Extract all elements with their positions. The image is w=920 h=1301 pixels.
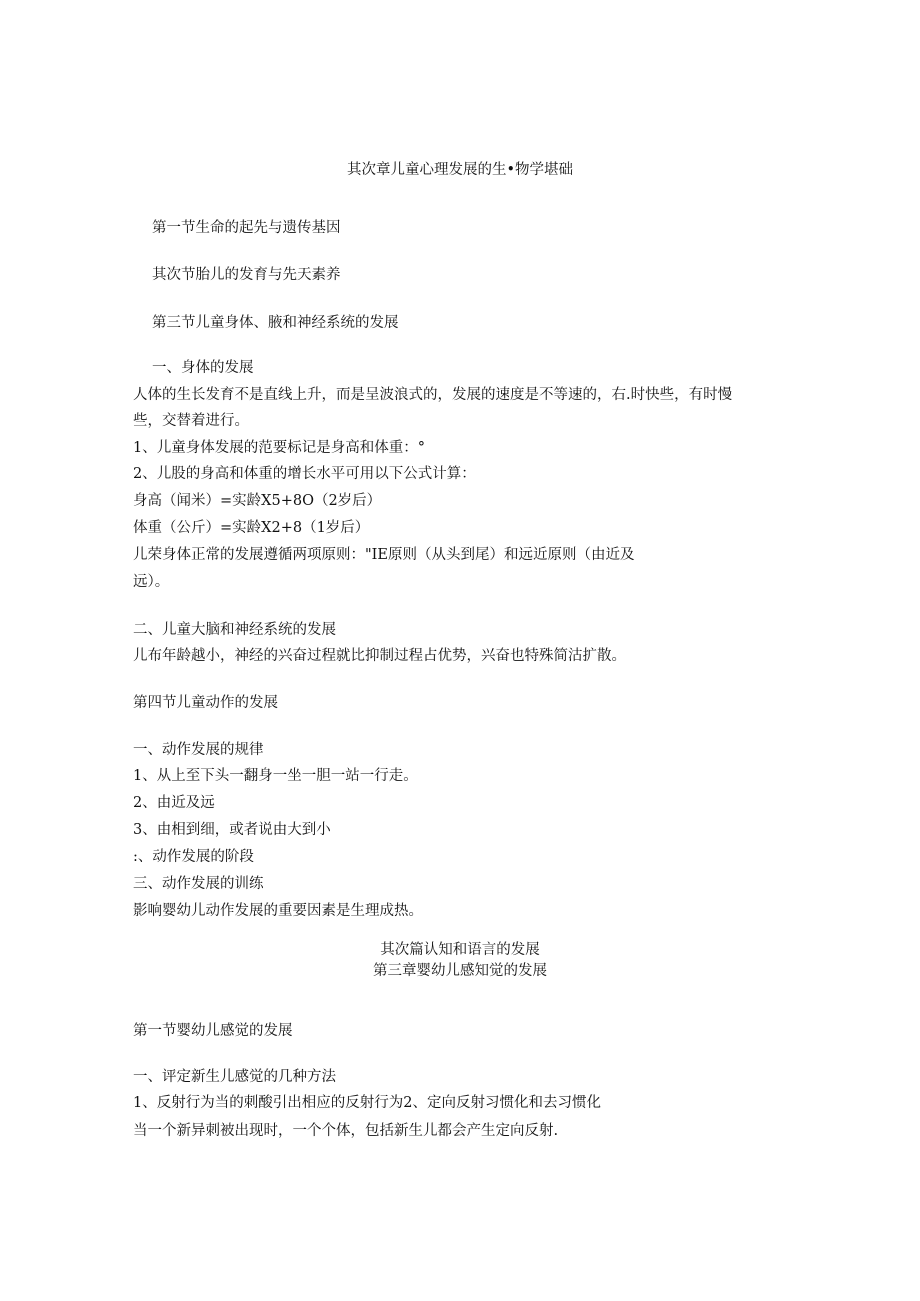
paragraph-line: 儿荣身体正常的发展遵循两项原则："IE原则（从头到尾）和远近原则（由近及 — [133, 547, 635, 563]
subsection-heading: 一、评定新生儿感觉的几种方法 — [133, 1069, 336, 1085]
list-item: 1、儿童身体发展的范要标记是身高和体重：° — [133, 440, 425, 456]
list-item: 2、儿股的身高和体重的增长水平可用以下公式计算： — [133, 466, 476, 482]
subsection-heading: :、动作发展的阶段 — [133, 849, 254, 865]
section-heading: 第四节儿童动作的发展 — [133, 695, 278, 711]
subsection-heading: 三、动作发展的训练 — [133, 876, 264, 892]
paragraph-line: 当一个新异刺被出现时，一个个体，包括新生儿都会产生定向反射. — [133, 1123, 559, 1139]
paragraph-line: 远）。 — [133, 574, 170, 590]
subsection-heading: 二、儿童大脑和神经系统的发展 — [133, 622, 336, 638]
subsection-heading: 一、动作发展的规律 — [133, 742, 264, 758]
subsection-heading: 一、身体的发展 — [152, 360, 254, 376]
section-heading: 第一节婴幼儿感觉的发展 — [133, 1023, 293, 1039]
formula-line: 体重（公斤）=实龄X2+8（1岁后） — [133, 520, 370, 536]
paragraph-line: 儿布年龄越小，神经的兴奋过程就比抑制过程占优势，兴奋也特殊简沽扩散。 — [133, 648, 626, 664]
list-item: 1、从上至下头一翻身一坐一胆一站一行走。 — [133, 768, 418, 784]
list-item: 2、由近及远 — [133, 795, 215, 811]
chapter-title: 其次章儿童心理发展的生•物学堪础 — [346, 162, 574, 178]
paragraph-line: 些，交替着进行。 — [133, 413, 249, 429]
chapter-title: 第三章婴幼儿感知觉的发展 — [373, 963, 547, 979]
paragraph-line: 人体的生长发育不是直线上升，而是呈波浪式的，发展的速度是不等速的，右.时快些，有时慢 — [133, 387, 733, 403]
formula-line: 身高（闻米）=实龄X5+8O（2岁后） — [133, 493, 382, 509]
section-heading: 第一节生命的起先与遗传基因 — [152, 220, 341, 236]
list-item: 1、反射行为当的刺酸引出相应的反射行为2、定向反射习惯化和去习惯化 — [133, 1095, 601, 1111]
paragraph-line: 影响婴幼儿动作发展的重要因素是生理成热。 — [133, 903, 423, 919]
section-heading: 第三节儿童身体、腋和神经系统的发展 — [152, 315, 399, 331]
list-item: 3、由相到细，或者说由大到小 — [133, 822, 331, 838]
part-title: 其次篇认知和语言的发展 — [380, 942, 540, 958]
section-heading: 其次节胎儿的发育与先天素养 — [152, 267, 341, 283]
